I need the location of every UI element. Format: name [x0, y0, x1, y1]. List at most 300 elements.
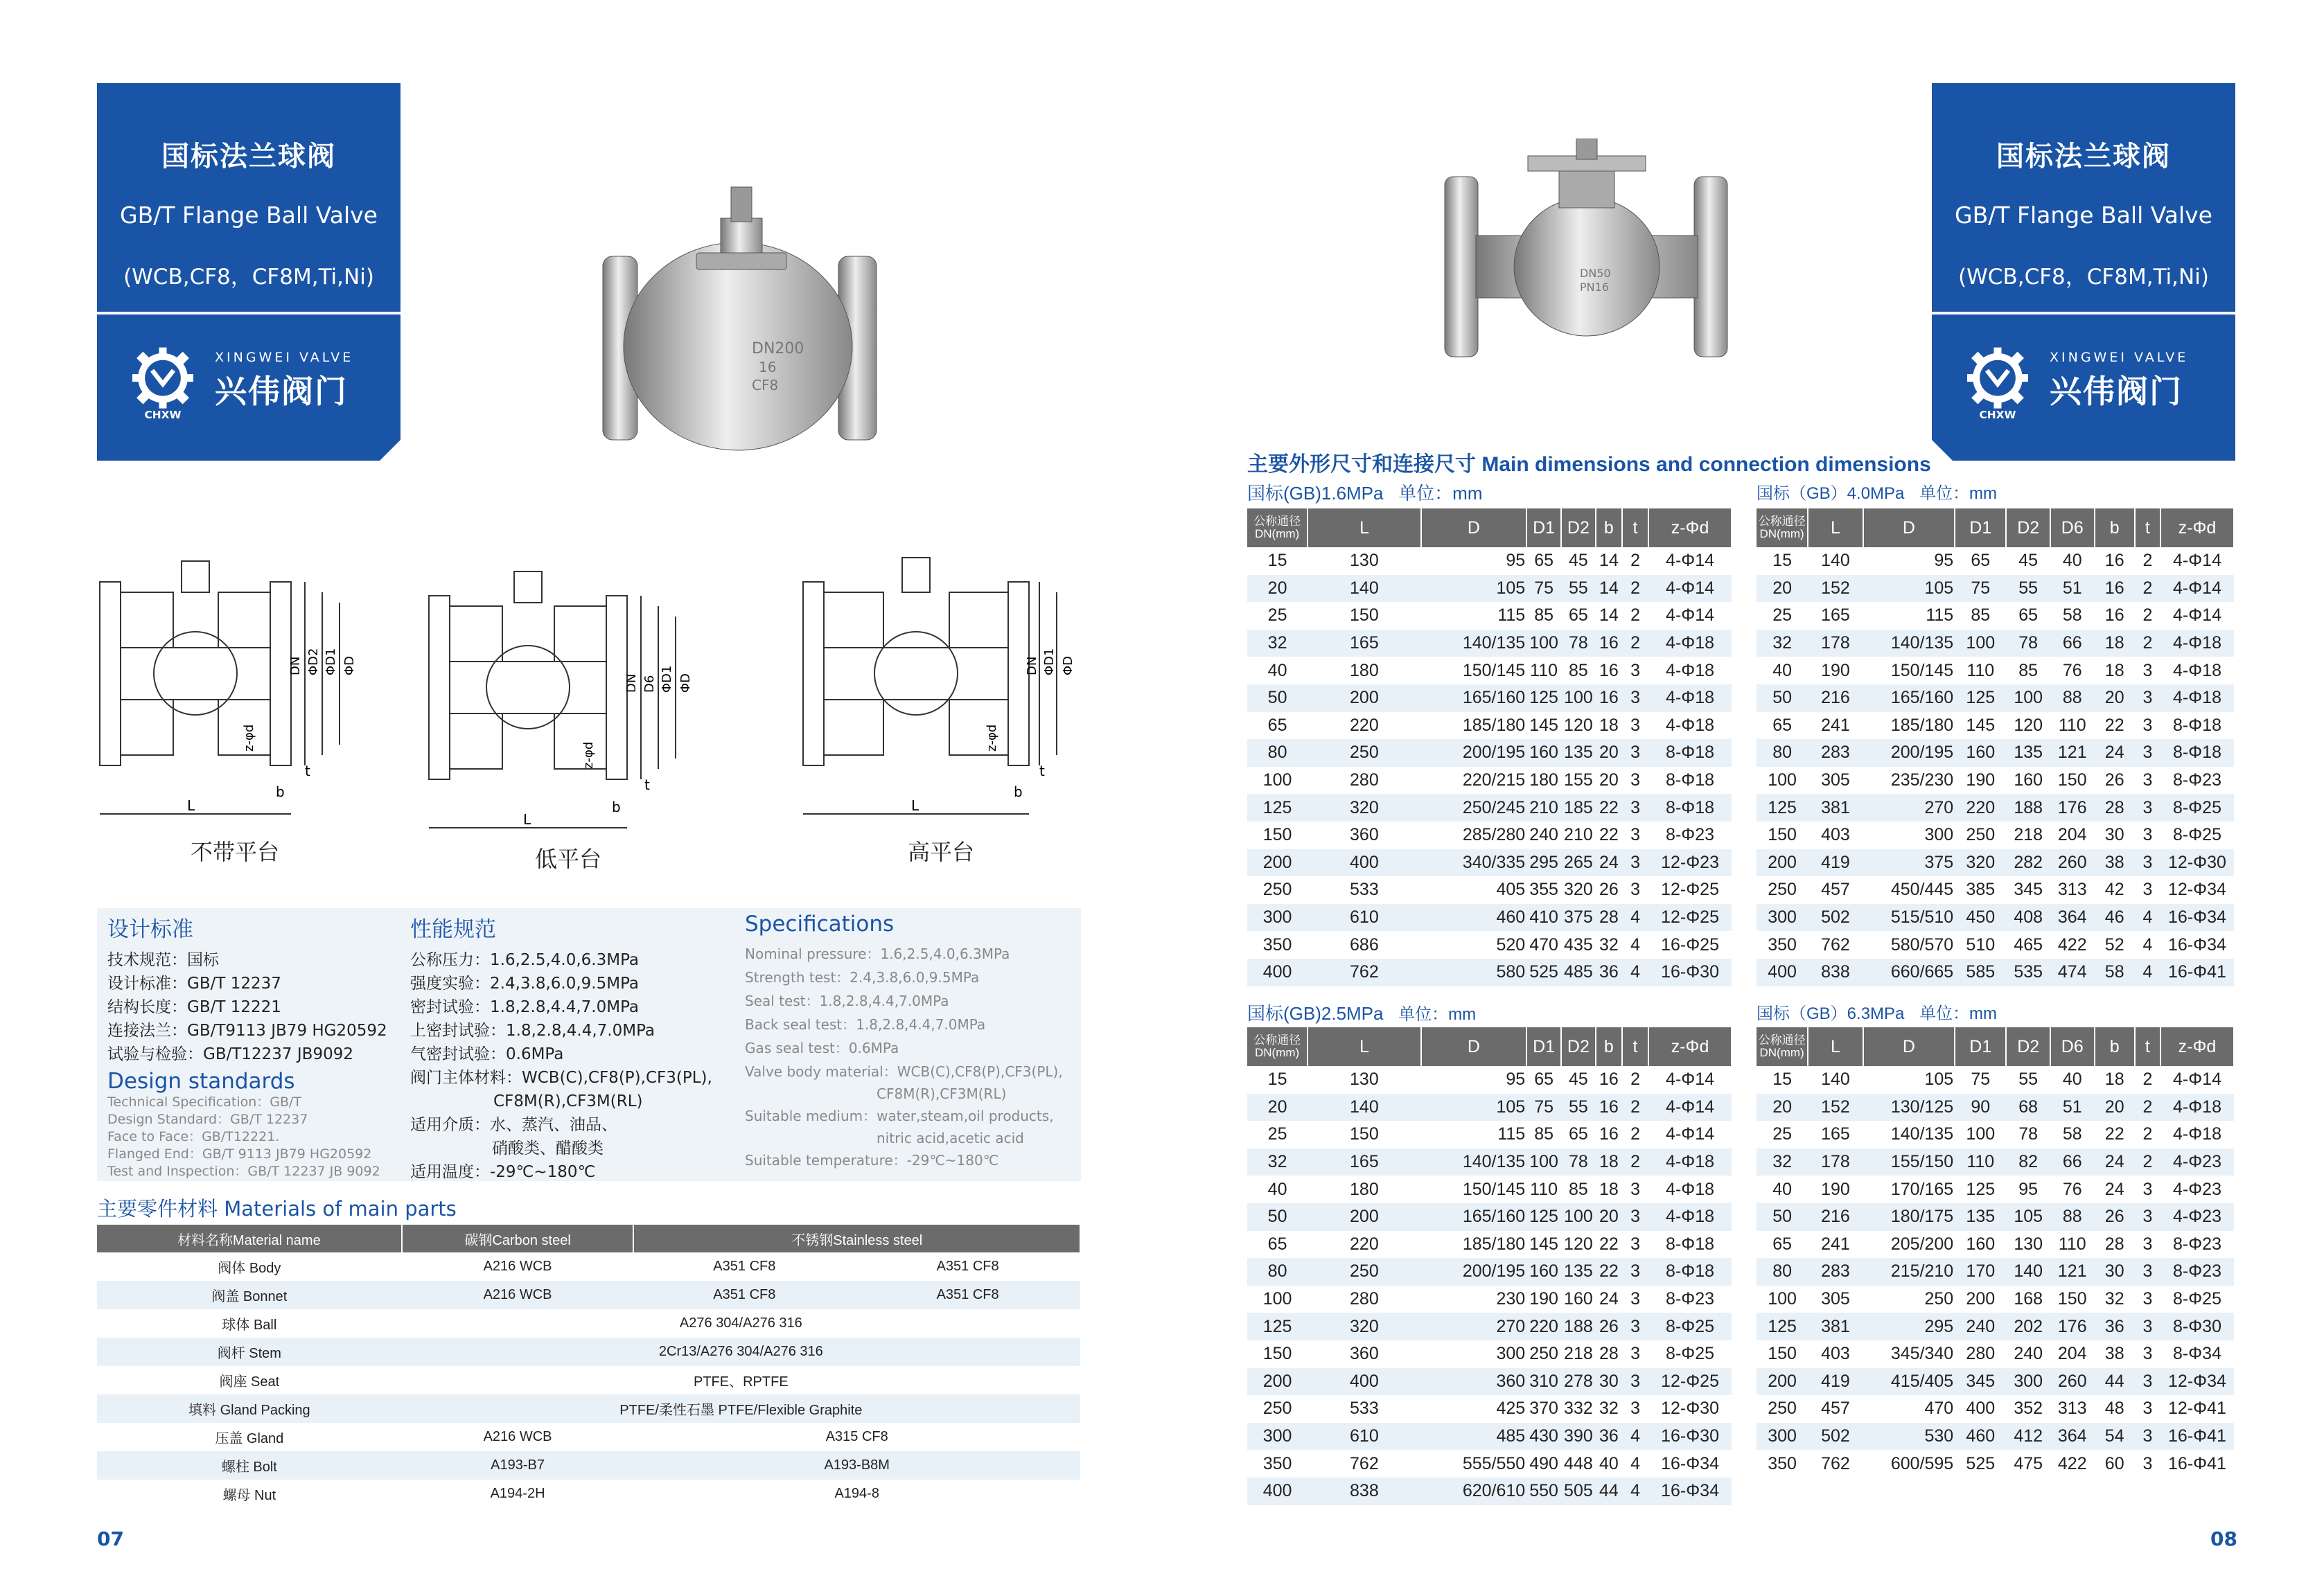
table-row: [1247, 767, 1732, 795]
table-cell: 12-Φ30: [1661, 1399, 1719, 1419]
table-cell: 403: [1821, 825, 1850, 845]
table-cell: 520: [1496, 934, 1526, 955]
table-cell: 216: [1808, 1203, 1863, 1231]
table-row: [1757, 767, 2234, 795]
table-cell: 686: [1350, 934, 1379, 955]
table-cell: 3: [1630, 715, 1640, 735]
table-row: [1247, 1423, 1732, 1451]
table-cell: 65: [1267, 715, 1287, 735]
table-cell: 110: [2058, 715, 2086, 735]
table-cell: 360: [1350, 825, 1379, 845]
table-header: L: [1808, 508, 1863, 547]
table-cell: 20: [1247, 575, 1308, 603]
table-cell: 300: [1757, 904, 1808, 932]
table-cell: 180/175: [1863, 1203, 1955, 1231]
table-cell: 762: [1821, 934, 1850, 955]
table-label-2: 国标（GB）4.0MPa 单位：mm: [1757, 484, 1998, 503]
table-cell: 55: [1561, 1094, 1596, 1121]
table-cell: 140/135: [1421, 630, 1527, 657]
table-cell: 200/195: [1421, 1258, 1527, 1286]
table-header: b: [2095, 1027, 2135, 1066]
table-cell: 150: [1262, 1344, 1292, 1364]
materials-cell: A216 WCB: [483, 1429, 552, 1444]
table-cell: 165: [1308, 630, 1420, 657]
table-cell: 8-Φ25: [2172, 825, 2221, 845]
table-cell: 150/145: [1462, 660, 1526, 680]
table-cell: 4-Φ18: [2160, 1094, 2234, 1121]
table-cell: 4-Φ23: [2160, 1203, 2234, 1231]
table-header: 公称通径DN(mm): [1757, 1027, 1808, 1066]
mt-header: 不锈钢Stainless steel: [633, 1225, 1080, 1252]
table-cell: 8-Φ25: [1648, 1313, 1732, 1340]
table-cell: 2: [2142, 1070, 2153, 1090]
table-cell: 65: [2018, 605, 2039, 626]
table-cell: 32: [1757, 1149, 1808, 1176]
table-header: D6: [2050, 1027, 2095, 1066]
table-cell: 8-Φ18: [2160, 739, 2234, 767]
table-cell: 525: [1966, 1453, 1996, 1473]
table-cell: 44: [2095, 1368, 2135, 1396]
table-cell: 4-Φ14: [1648, 1094, 1732, 1121]
materials-cell: A193-B7: [402, 1451, 634, 1480]
table-cell: 3: [1622, 684, 1648, 712]
table-cell: 4-Φ14: [1666, 1124, 1715, 1144]
table-row: [1757, 1395, 2234, 1423]
table-cell: 4-Φ18: [1648, 684, 1732, 712]
table-cell: 2: [2135, 1149, 2160, 1176]
table-cell: 280: [1966, 1344, 1996, 1364]
materials-cell: A216 WCB: [402, 1281, 634, 1309]
table-cell: 18: [1599, 1179, 1619, 1199]
materials-row: [97, 1423, 1080, 1451]
table-cell: 250: [1262, 880, 1292, 900]
table-cell: 457: [1821, 1399, 1850, 1419]
table-row: [1247, 630, 1732, 657]
table-cell: 300: [1924, 825, 1954, 845]
table-header: t: [1622, 508, 1648, 547]
table-cell: 8-Φ25: [1666, 1344, 1715, 1364]
table-cell: 2: [1630, 1070, 1640, 1090]
table-cell: 30: [2095, 1258, 2135, 1286]
table-cell: 176: [2050, 794, 2095, 822]
svg-text:ΦD1: ΦD1: [1042, 648, 1057, 675]
table-row: [1247, 739, 1732, 767]
table-cell: 16-Φ30: [1648, 1423, 1732, 1451]
table-cell: 220: [1955, 794, 2006, 822]
logo-en: XINGWEI VALVE: [215, 350, 354, 365]
table-row: [1757, 904, 2234, 932]
table-cell: 381: [1808, 1313, 1863, 1340]
table-cell: 3: [2135, 1203, 2160, 1231]
table-cell: 250: [1924, 1289, 1954, 1309]
table-cell: 145: [1966, 715, 1996, 735]
table-cell: 280: [1350, 1289, 1379, 1309]
drawing-high-platform: [800, 551, 1077, 828]
table-cell: 200: [1757, 849, 1808, 877]
table-row: [1247, 1176, 1732, 1203]
table-cell: 4: [1622, 1423, 1648, 1451]
table-cell: 4-Φ18: [1666, 715, 1715, 735]
table-cell: 2: [1622, 575, 1648, 603]
table-cell: 160: [1966, 1234, 1996, 1254]
table-cell: 450/445: [1890, 880, 1954, 900]
table-cell: 50: [1247, 684, 1308, 712]
table-cell: 4-Φ23: [2160, 1149, 2234, 1176]
table-cell: 38: [2095, 849, 2135, 877]
table-cell: 95: [1506, 551, 1526, 571]
table-cell: 8-Φ23: [1666, 825, 1715, 845]
table-cell: 3: [2142, 770, 2153, 790]
table-cell: 240: [1529, 825, 1558, 845]
table-cell: 65: [1772, 1234, 1792, 1254]
table-row: [1247, 1231, 1732, 1259]
table-cell: 3: [1622, 1313, 1648, 1340]
table-cell: 65: [1569, 605, 1588, 626]
table-cell: 110: [1955, 1149, 2006, 1176]
table-cell: 24: [2095, 1149, 2135, 1176]
table-cell: 3: [2142, 715, 2153, 735]
table-cell: 20: [1599, 770, 1619, 790]
table-cell: 3: [2135, 1258, 2160, 1286]
table-cell: 350: [1262, 1453, 1292, 1473]
svg-text:b: b: [612, 799, 621, 815]
table-cell: 16-Φ34: [2168, 934, 2226, 955]
table-cell: 8-Φ18: [1648, 739, 1732, 767]
table-cell: 32: [2104, 1289, 2124, 1309]
table-header: D: [1863, 1027, 1955, 1066]
table-cell: 4-Φ18: [2160, 630, 2234, 657]
table-cell: 295: [1863, 1313, 1955, 1340]
table-cell: 18: [2104, 660, 2124, 680]
table-cell: 185: [1561, 794, 1596, 822]
table-cell: 32: [1757, 630, 1808, 657]
table-cell: 295: [1526, 849, 1561, 877]
table-cell: 16: [1596, 1094, 1622, 1121]
table-cell: 85: [1569, 660, 1588, 680]
table-cell: 32: [1599, 1399, 1619, 1419]
table-cell: 3: [1630, 1344, 1640, 1364]
table-cell: 204: [2057, 825, 2087, 845]
table-cell: 3: [2135, 849, 2160, 877]
table-cell: 220: [1350, 1234, 1379, 1254]
table-cell: 26: [1596, 1313, 1622, 1340]
table-cell: 550: [1526, 1478, 1561, 1505]
table-cell: 121: [2050, 739, 2095, 767]
table-cell: 88: [2050, 1203, 2095, 1231]
table-cell: 3: [2135, 739, 2160, 767]
table-header: D2: [2006, 1027, 2050, 1066]
svg-text:ΦD1: ΦD1: [660, 665, 674, 693]
table-cell: 2: [1622, 1149, 1648, 1176]
table-cell: 120: [1564, 1234, 1593, 1254]
table-header: D1: [1526, 1027, 1561, 1066]
table-cell: 185/180: [1890, 715, 1954, 735]
table-cell: 313: [2057, 1399, 2087, 1419]
table-row: [1757, 1203, 2234, 1231]
table-cell: 150/145: [1462, 1179, 1526, 1199]
table-header: D: [1421, 1027, 1527, 1066]
label-low-platform: 低平台: [535, 846, 602, 872]
table-cell: 485: [1561, 959, 1596, 986]
table-cell: 80: [1757, 1258, 1808, 1286]
svg-text:t: t: [644, 777, 650, 793]
table-cell: 85: [1569, 1179, 1588, 1199]
table-cell: 204: [2057, 1344, 2087, 1364]
svg-text:ΦD: ΦD: [1061, 655, 1075, 675]
table-cell: 95: [2018, 1179, 2039, 1199]
table-row: [1247, 1286, 1732, 1313]
materials-cell: 填料 Gland Packing: [97, 1394, 402, 1423]
table-cell: 210: [1564, 825, 1593, 845]
table-cell: 838: [1808, 959, 1863, 986]
table-row: [1757, 1286, 2234, 1313]
table-cell: 505: [1561, 1478, 1596, 1505]
table-cell: 305: [1821, 1289, 1850, 1309]
table-cell: 218: [2014, 825, 2043, 845]
table-cell: 26: [2104, 770, 2124, 790]
table-cell: 140/135: [1863, 630, 1955, 657]
table-cell: 381: [1808, 794, 1863, 822]
table-cell: 400: [1308, 849, 1420, 877]
table-cell: 240: [2014, 1344, 2043, 1364]
table-cell: 2: [1630, 605, 1640, 626]
table-cell: 30: [1596, 1368, 1622, 1396]
table-cell: 55: [2006, 575, 2050, 603]
table-cell: 95: [1506, 1070, 1526, 1090]
table-cell: 4-Φ14: [1648, 575, 1732, 603]
materials-row: [97, 1252, 1080, 1281]
table-cell: 320: [1308, 794, 1420, 822]
table-cell: 525: [1526, 959, 1561, 986]
table-cell: 4-Φ14: [2160, 575, 2234, 603]
table-header: t: [1622, 1027, 1648, 1066]
table-cell: 135: [1561, 1258, 1596, 1286]
table-cell: 4-Φ23: [2172, 1179, 2221, 1199]
table-cell: 80: [1247, 739, 1308, 767]
table-cell: 218: [1564, 1344, 1593, 1364]
table-cell: 24: [2104, 1179, 2124, 1199]
table-cell: 422: [2057, 934, 2087, 955]
table-cell: 220: [1350, 715, 1379, 735]
table-cell: 283: [1808, 739, 1863, 767]
materials-row: [97, 1309, 1080, 1338]
table-cell: 75: [1955, 575, 2006, 603]
table-cell: 250: [1768, 880, 1797, 900]
materials-cell: 阀体 Body: [218, 1261, 281, 1276]
table-cell: 40: [1772, 660, 1792, 680]
table-cell: 150: [1350, 605, 1379, 626]
table-cell: 400: [1308, 1368, 1420, 1396]
table-cell: 22: [2104, 715, 2124, 735]
materials-cell: A193-B8M: [633, 1451, 1080, 1480]
table-cell: 2: [1630, 1124, 1640, 1144]
table-cell: 185/180: [1462, 1234, 1526, 1254]
table-cell: 100: [1768, 770, 1797, 790]
table-cell: 4-Φ14: [1666, 551, 1715, 571]
table-cell: 165: [1821, 605, 1850, 626]
table-cell: 140/135: [1890, 1124, 1954, 1144]
svg-text:ΦD1: ΦD1: [324, 648, 338, 675]
table-cell: 580: [1421, 959, 1527, 986]
table-row: [1247, 602, 1732, 630]
table-cell: 40: [1772, 1179, 1792, 1199]
table-cell: 422: [2057, 1453, 2087, 1473]
page-number-right: 08: [2210, 1527, 2237, 1550]
table-cell: 40: [2062, 1070, 2082, 1090]
table-cell: 535: [2006, 959, 2050, 986]
table-cell: 40: [1267, 1179, 1287, 1199]
table-cell: 3: [2142, 1399, 2153, 1419]
table-label-3: 国标(GB)2.5MPa 单位：mm: [1247, 1003, 1477, 1024]
table-cell: 470: [1924, 1399, 1954, 1419]
dim-table-4-0mpa: [1757, 508, 2235, 986]
table-cell: 115: [1497, 1124, 1526, 1144]
table-cell: 485: [1421, 1423, 1527, 1451]
table-cell: 8-Φ18: [1666, 770, 1715, 790]
table-cell: 762: [1350, 1453, 1379, 1473]
table-cell: 140: [1821, 551, 1850, 571]
table-cell: 8-Φ23: [2160, 1258, 2234, 1286]
table-cell: 3: [2135, 794, 2160, 822]
table-cell: 12-Φ23: [1648, 849, 1732, 877]
table-cell: 200: [1308, 1203, 1420, 1231]
table-cell: 18: [1596, 1149, 1622, 1176]
table-cell: 135: [1561, 739, 1596, 767]
table-cell: 3: [1622, 1258, 1648, 1286]
dimensions-title: 主要外形尺寸和连接尺寸 Main dimensions and connection dimensions: [1247, 453, 1931, 476]
table-cell: 3: [2142, 1234, 2153, 1254]
table-cell: 4: [2135, 904, 2160, 932]
page-number-left: 07: [97, 1527, 124, 1550]
table-cell: 400: [1247, 959, 1308, 986]
materials-cell: A315 CF8: [825, 1429, 888, 1444]
table-cell: 200: [1247, 849, 1308, 877]
table-row: [1247, 1368, 1732, 1396]
table-header: D1: [1955, 1027, 2006, 1066]
table-header: L: [1308, 1027, 1420, 1066]
table-cell: 54: [2095, 1423, 2135, 1451]
table-row: [1757, 657, 2234, 684]
table-cell: 75: [1526, 575, 1561, 603]
table-cell: 125: [1526, 684, 1561, 712]
table-cell: 390: [1561, 1423, 1596, 1451]
table-header: t: [2135, 508, 2160, 547]
table-cell: 180: [1529, 770, 1558, 790]
table-cell: 300: [2006, 1368, 2050, 1396]
table-row: [1247, 849, 1732, 877]
table-header: D: [1421, 508, 1527, 547]
table-cell: 4: [1630, 1453, 1640, 1473]
table-cell: 155: [1564, 770, 1593, 790]
table-cell: 2: [1622, 630, 1648, 657]
table-header: 公称通径DN(mm): [1757, 508, 1808, 547]
table-cell: 95: [1934, 551, 1954, 571]
table-cell: 8-Φ23: [2172, 770, 2221, 790]
materials-cell: 阀座 Seat: [219, 1374, 280, 1390]
table-cell: 100: [1966, 1124, 1996, 1144]
table-cell: 3: [2135, 1423, 2160, 1451]
table-cell: 40: [1599, 1453, 1619, 1473]
table-cell: 412: [2006, 1423, 2050, 1451]
table-cell: 180: [1350, 660, 1379, 680]
table-header: D2: [1561, 508, 1596, 547]
table-cell: 76: [2062, 1179, 2082, 1199]
table-cell: 50: [1757, 684, 1808, 712]
table-row: [1757, 712, 2234, 740]
table-cell: 165: [1821, 1124, 1850, 1144]
table-cell: 220: [1526, 1313, 1561, 1340]
table-cell: 12-Φ34: [2160, 1368, 2234, 1396]
table-cell: 4-Φ14: [2172, 1070, 2221, 1090]
table-cell: 16-Φ30: [1648, 959, 1732, 986]
table-cell: 216: [1808, 684, 1863, 712]
valve-photo-small: [1441, 139, 1732, 388]
table-cell: 200: [1966, 1289, 1996, 1309]
table-cell: 140: [2006, 1258, 2050, 1286]
table-cell: 100: [1262, 1289, 1292, 1309]
table-cell: 125: [1757, 1313, 1808, 1340]
table-row: [1757, 602, 2234, 630]
table-header: z-Φd: [1648, 508, 1732, 547]
table-cell: 65: [1267, 1234, 1287, 1254]
table-cell: 190: [1529, 1289, 1558, 1309]
table-cell: 16: [2095, 575, 2135, 603]
table-cell: 24: [1599, 1289, 1619, 1309]
table-cell: 300: [1247, 904, 1308, 932]
table-row: [1757, 794, 2234, 822]
table-cell: 3: [1630, 1399, 1640, 1419]
table-cell: 50: [1757, 1203, 1808, 1231]
table-cell: 375: [1863, 849, 1955, 877]
table-cell: 580/570: [1890, 934, 1954, 955]
table-cell: 66: [2050, 630, 2095, 657]
table-cell: 76: [2062, 660, 2082, 680]
table-cell: 332: [1564, 1399, 1593, 1419]
table-cell: 16-Φ41: [2160, 1423, 2234, 1451]
table-cell: 125: [1526, 1203, 1561, 1231]
table-cell: 4-Φ14: [1666, 605, 1715, 626]
table-cell: 200/195: [1421, 739, 1527, 767]
table-cell: 533: [1350, 1399, 1379, 1419]
design-standards: 设计标准 技术规范：国标 设计标准：GB/T 12237 结构长度：GB/T 12221 连接法兰：GB/T9113 JB79 HG20592 试验与检验：GB/T12237 JB9092 Design standards Technical Specification：GB/T Design Standard：GB/T 12237 Face to Face：GB/T12221. Flanged End：GB/T 9113 JB79 HG20592 Test and Inspection：GB/T 12237 JB 9092: [107, 917, 387, 1179]
table-cell: 4: [2142, 934, 2153, 955]
table-cell: 8-Φ23: [2172, 1234, 2221, 1254]
table-cell: 178: [1808, 1149, 1863, 1176]
table-cell: 45: [1569, 551, 1588, 571]
table-cell: 250/245: [1421, 794, 1527, 822]
table-cell: 313: [2057, 880, 2087, 900]
dim-table-6-3mpa: [1757, 1027, 2235, 1478]
table-cell: 15: [1772, 1070, 1792, 1090]
table-cell: 120: [2014, 715, 2043, 735]
table-cell: 345: [2014, 880, 2043, 900]
table-cell: 51: [2050, 575, 2095, 603]
table-cell: 40: [1267, 660, 1287, 680]
materials-cell: A276 304/A276 316: [679, 1315, 802, 1331]
table-cell: 2: [1622, 1094, 1648, 1121]
table-cell: 15: [1267, 1070, 1287, 1090]
title-materials: (WCB,CF8，CF8M,Ti,Ni): [123, 265, 374, 290]
table-header: z-Φd: [1648, 1027, 1732, 1066]
table-cell: 15: [1267, 551, 1287, 571]
table-header: 公称通径DN(mm): [1247, 1027, 1308, 1066]
table-cell: 25: [1772, 605, 1792, 626]
table-cell: 352: [2014, 1399, 2043, 1419]
title-zh-right: 国标法兰球阀: [1996, 141, 2171, 172]
table-cell: 100: [1955, 630, 2006, 657]
table-row: [1757, 849, 2234, 877]
svg-text:PN16: PN16: [1580, 281, 1609, 294]
